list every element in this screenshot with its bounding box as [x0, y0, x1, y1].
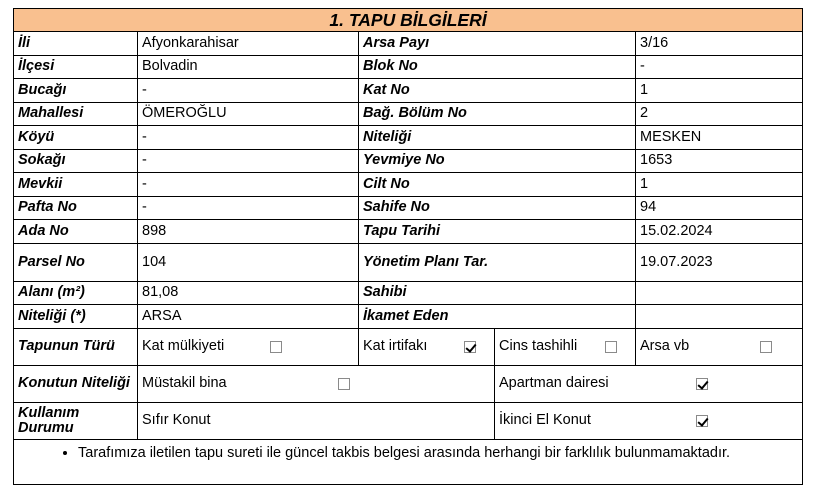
field-value: - — [138, 196, 359, 220]
kullanim-durumu-row — [14, 402, 803, 439]
field-label: Cilt No — [359, 173, 636, 197]
field-value: MESKEN — [636, 126, 803, 150]
konut-niteligi-row — [14, 365, 803, 402]
checkbox-kat-irtifaki[interactable] — [464, 341, 476, 353]
option-label: Arsa vb — [640, 338, 690, 354]
field-value: 81,08 — [138, 281, 359, 305]
checkbox-mustakil-bina[interactable] — [338, 378, 350, 390]
field-label: Alanı (m²) — [14, 281, 138, 305]
konut-niteligi-label: Konutun Niteliği — [14, 365, 138, 402]
option-cins-tashihli[interactable] — [495, 328, 636, 365]
checkbox-cins-tashihli[interactable] — [605, 341, 617, 353]
field-label: Yönetim Planı Tar. — [359, 243, 636, 281]
option-kat-mulkiyeti[interactable] — [138, 328, 359, 365]
note-row — [14, 439, 803, 484]
field-label: Ada No — [14, 220, 138, 244]
option-ikinci-el-konut[interactable] — [495, 402, 803, 439]
field-value: 15.02.2024 — [636, 220, 803, 244]
option-mustakil-bina[interactable] — [138, 365, 495, 402]
field-value: 2 — [636, 102, 803, 126]
field-label: Arsa Payı — [359, 32, 636, 56]
tapu-turu-label: Tapunun Türü — [14, 328, 138, 365]
table-row — [14, 196, 803, 220]
table-row — [14, 126, 803, 150]
option-label: Kat irtifakı — [363, 338, 428, 354]
note-text: • Tarafımıza iletilen tapu sureti ile güncel takbis belgesi arasında herhangi bir farklılık bulunmamaktadır. — [78, 444, 798, 462]
field-value: 94 — [636, 196, 803, 220]
table-row — [14, 102, 803, 126]
option-kat-irtifaki[interactable] — [359, 328, 495, 365]
table-row — [14, 220, 803, 244]
field-label: Kat No — [359, 79, 636, 103]
table-row — [14, 149, 803, 173]
checkbox-ikinci-el-konut[interactable] — [696, 415, 708, 427]
field-label: Blok No — [359, 55, 636, 79]
field-label: Niteliği (*) — [14, 305, 138, 329]
field-label: Sokağı — [14, 149, 138, 173]
field-label: Tapu Tarihi — [359, 220, 636, 244]
field-label: Bağ. Bölüm No — [359, 102, 636, 126]
option-label: Kat mülkiyeti — [142, 338, 225, 354]
option-label: Müstakil bina — [142, 375, 227, 391]
field-value: 3/16 — [636, 32, 803, 56]
table-row — [14, 281, 803, 305]
checkbox-arsa-vb[interactable] — [760, 341, 772, 353]
field-value: - — [138, 173, 359, 197]
field-label: Bucağı — [14, 79, 138, 103]
note-cell — [14, 439, 803, 484]
tapu-table — [13, 8, 803, 485]
field-label: Mahallesi — [14, 102, 138, 126]
checkbox-kat-mulkiyeti[interactable] — [270, 341, 282, 353]
field-label: Sahibi — [359, 281, 636, 305]
tapu-turu-row — [14, 328, 803, 365]
field-value: - — [138, 149, 359, 173]
field-value: ARSA — [138, 305, 359, 329]
field-value: 104 — [138, 243, 359, 281]
field-value: ÖMEROĞLU — [138, 102, 359, 126]
field-value: - — [138, 126, 359, 150]
table-row — [14, 243, 803, 281]
option-sifir-konut[interactable] — [138, 402, 495, 439]
field-value: 898 — [138, 220, 359, 244]
field-label: Parsel No — [14, 243, 138, 281]
option-apartman-dairesi[interactable] — [495, 365, 803, 402]
field-label: Yevmiye No — [359, 149, 636, 173]
option-arsa-vb[interactable] — [636, 328, 803, 365]
table-row — [14, 32, 803, 56]
field-label: İli — [14, 32, 138, 56]
field-value: 1653 — [636, 149, 803, 173]
field-value: Afyonkarahisar — [138, 32, 359, 56]
field-value: - — [138, 79, 359, 103]
field-label: Mevkii — [14, 173, 138, 197]
field-label: Niteliği — [359, 126, 636, 150]
table-row — [14, 55, 803, 79]
tapu-bilgileri-form — [13, 8, 802, 485]
field-label: Pafta No — [14, 196, 138, 220]
field-value: 1 — [636, 173, 803, 197]
table-row — [14, 173, 803, 197]
checkbox-apartman-dairesi[interactable] — [696, 378, 708, 390]
option-label: İkinci El Konut — [499, 412, 591, 428]
field-value: 19.07.2023 — [636, 243, 803, 281]
section-title: 1. TAPU BİLGİLERİ — [14, 9, 803, 32]
option-label: Sıfır Konut — [142, 412, 211, 428]
field-value — [636, 281, 803, 305]
table-row — [14, 305, 803, 329]
field-value — [636, 305, 803, 329]
field-label: Sahife No — [359, 196, 636, 220]
field-value: Bolvadin — [138, 55, 359, 79]
field-value: - — [636, 55, 803, 79]
table-row — [14, 79, 803, 103]
note-list — [18, 444, 798, 462]
option-label: Apartman dairesi — [499, 375, 609, 391]
kullanim-durumu-label: Kullanım Durumu — [14, 402, 138, 439]
field-value: 1 — [636, 79, 803, 103]
field-label: Köyü — [14, 126, 138, 150]
field-label: İkamet Eden — [359, 305, 636, 329]
option-label: Cins tashihli — [499, 338, 578, 354]
field-label: İlçesi — [14, 55, 138, 79]
